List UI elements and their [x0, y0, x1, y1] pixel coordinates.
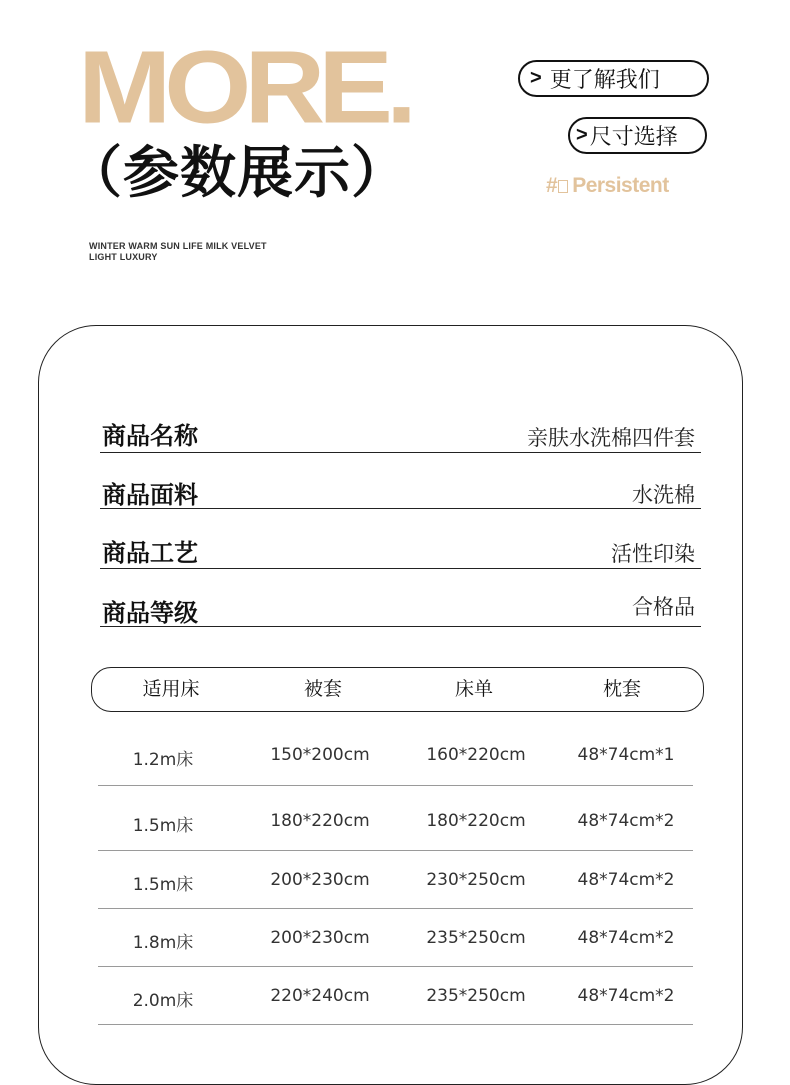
cell-sheet: 235*250cm — [426, 986, 526, 1006]
spec-row — [100, 513, 701, 569]
chevron-right-icon: > — [530, 67, 542, 89]
spec-value: 合格品 — [632, 595, 695, 619]
header-duvet: 被套 — [303, 678, 343, 700]
spec-row — [100, 571, 701, 627]
cell-duvet: 220*240cm — [270, 986, 370, 1006]
chevron-right-icon: > — [576, 124, 588, 146]
cell-pillowcase: 48*74cm*2 — [577, 811, 675, 831]
cell-duvet: 180*220cm — [270, 811, 370, 831]
table-row — [98, 966, 693, 1025]
table-row — [98, 908, 693, 967]
size-table-header — [91, 667, 704, 712]
cell-pillowcase: 48*74cm*2 — [577, 870, 675, 890]
size-select-label: 尺寸选择 — [589, 125, 678, 150]
table-row — [98, 850, 693, 909]
cell-pillowcase: 48*74cm*1 — [577, 745, 675, 765]
about-us-label: 更了解我们 — [549, 68, 660, 93]
spec-value: 亲肤水洗棉四件套 — [527, 426, 695, 450]
header-bed: 适用床 — [142, 678, 200, 700]
spec-row — [100, 397, 701, 453]
box-icon — [558, 180, 568, 193]
spec-label: 商品面料 — [102, 481, 198, 509]
cell-pillowcase: 48*74cm*2 — [577, 986, 675, 1006]
table-row — [98, 725, 693, 786]
cell-duvet: 200*230cm — [270, 928, 370, 948]
spec-value: 活性印染 — [611, 542, 695, 566]
size-select-button[interactable] — [568, 117, 707, 154]
cell-bed: 1.5m床 — [132, 816, 194, 836]
about-us-button[interactable] — [518, 60, 709, 97]
spec-row — [100, 453, 701, 509]
spec-label: 商品名称 — [102, 422, 198, 450]
persistent-tag — [546, 174, 669, 198]
spec-label: 商品等级 — [102, 599, 198, 627]
cell-sheet: 160*220cm — [426, 745, 526, 765]
table-row — [98, 791, 693, 851]
spec-label: 商品工艺 — [102, 539, 198, 567]
hero-subtitle-line2: LIGHT LUXURY — [89, 252, 158, 262]
cell-pillowcase: 48*74cm*2 — [577, 928, 675, 948]
cell-bed: 1.5m床 — [132, 875, 194, 895]
hero-title-more: MORE. — [78, 29, 411, 145]
header-pillowcase: 枕套 — [602, 678, 642, 700]
cell-bed: 1.2m床 — [132, 750, 194, 770]
hero-subtitle — [89, 241, 267, 263]
cell-duvet: 150*200cm — [270, 745, 370, 765]
cell-duvet: 200*230cm — [270, 870, 370, 890]
spec-value: 水洗棉 — [632, 483, 695, 507]
cell-sheet: 230*250cm — [426, 870, 526, 890]
page-title: （参数展示） — [66, 141, 408, 206]
hero-subtitle-line1: WINTER WARM SUN LIFE MILK VELVET — [89, 241, 267, 251]
cell-sheet: 235*250cm — [426, 928, 526, 948]
cell-bed: 1.8m床 — [132, 933, 194, 953]
hash-symbol: # — [546, 174, 558, 197]
cell-sheet: 180*220cm — [426, 811, 526, 831]
cell-bed: 2.0m床 — [132, 991, 194, 1011]
header-sheet: 床单 — [454, 678, 494, 700]
persistent-text: Persistent — [572, 174, 669, 197]
